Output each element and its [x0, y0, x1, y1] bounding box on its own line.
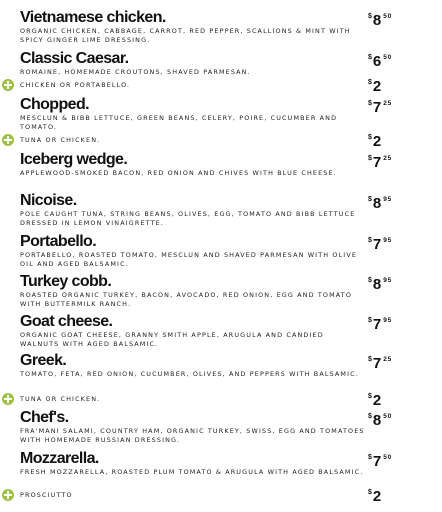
item-price [368, 412, 428, 430]
price-cents: 50 [383, 13, 393, 20]
item-name: Mozzarella. [20, 450, 99, 467]
currency-symbol: $ [368, 134, 372, 141]
currency-symbol: $ [368, 79, 372, 86]
plus-icon [2, 134, 14, 146]
currency-symbol: $ [368, 489, 372, 496]
item-price [368, 154, 428, 172]
item-description: FRA'MANI SALAMI, COUNTRY HAM, ORGANIC TURKEY, SWISS, EGG AND TOMATOES WITH HOMEMADE RUSSIAN DRESSING. [20, 427, 365, 444]
item-description: TOMATO, FETA, RED ONION, CUCUMBER, OLIVES, AND PEPPERS WITH BALSAMIC. [20, 370, 359, 378]
currency-symbol: $ [368, 317, 372, 324]
currency-symbol: $ [368, 100, 372, 107]
price-dollars: 8 [372, 12, 382, 29]
price-dollars: 8 [372, 276, 382, 293]
item-name: Classic Caesar. [20, 50, 129, 67]
price-cents: 25 [383, 100, 393, 107]
item-price [368, 236, 428, 254]
item-name: Chopped. [20, 96, 89, 113]
item-price [368, 99, 428, 117]
item-description: MESCLUN & BIBB LETTUCE, GREEN BEANS, CELERY, POIRE, CUCUMBER AND TOMATO. [20, 114, 338, 131]
price-cents: 95 [383, 237, 393, 244]
price-dollars: 8 [372, 412, 382, 429]
currency-symbol: $ [368, 155, 372, 162]
addon-price [368, 392, 381, 410]
item-price [368, 316, 428, 334]
item-description: ROASTED ORGANIC TURKEY, BACON, AVOCADO, RED ONION, EGG AND TOMATO WITH BUTTERMILK RANCH. [20, 291, 353, 308]
currency-symbol: $ [368, 196, 372, 203]
item-name: Iceberg wedge. [20, 151, 128, 168]
item-description: POLE CAUGHT TUNA, STRING BEANS, OLIVES, EGG, TOMATO AND BIBB LETTUCE DRESSED IN LEMON VINAIGRETTE. [20, 210, 356, 227]
currency-symbol: $ [368, 454, 372, 461]
plus-icon [2, 79, 14, 91]
addon-label: CHICKEN OR PORTABELLO. [20, 81, 131, 89]
addon-row [0, 393, 442, 407]
item-description: ORGANIC CHICKEN, CABBAGE, CARROT, RED PEPPER, SCALLIONS & MINT WITH SPICY GINGER LIME DRESSING. [20, 27, 351, 44]
currency-symbol: $ [368, 277, 372, 284]
price-cents: 95 [383, 317, 393, 324]
item-name: Vietnamese chicken. [20, 9, 166, 26]
currency-symbol: $ [368, 54, 372, 61]
item-name: Portabello. [20, 233, 97, 250]
price-cents: 50 [383, 454, 393, 461]
item-price [368, 195, 428, 213]
price-dollars: 7 [372, 99, 382, 116]
currency-symbol: $ [368, 237, 372, 244]
price-dollars: 2 [372, 392, 382, 409]
price-dollars: 7 [372, 453, 382, 470]
price-dollars: 7 [372, 316, 382, 333]
item-name: Turkey cobb. [20, 273, 112, 290]
item-price [368, 53, 428, 71]
item-name: Greek. [20, 352, 67, 369]
price-dollars: 2 [372, 78, 382, 95]
item-name: Nicoise. [20, 192, 77, 209]
price-cents: 95 [383, 196, 393, 203]
price-cents: 95 [383, 277, 393, 284]
item-price [368, 276, 428, 294]
item-price [368, 453, 428, 471]
item-description: FRESH MOZZARELLA, ROASTED PLUM TOMATO & ARUGULA WITH AGED BALSAMIC. [20, 468, 364, 476]
addon-label: TUNA OR CHICKEN. [20, 136, 101, 144]
price-dollars: 8 [372, 195, 382, 212]
price-dollars: 7 [372, 154, 382, 171]
currency-symbol: $ [368, 356, 372, 363]
price-dollars: 7 [372, 236, 382, 253]
plus-icon [2, 393, 14, 405]
price-cents: 25 [383, 356, 393, 363]
currency-symbol: $ [368, 393, 372, 400]
addon-row [0, 134, 442, 148]
item-description: ROMAINE, HOMEMADE CROUTONS, SHAVED PARMESAN. [20, 68, 251, 76]
item-description: APPLEWOOD-SMOKED BACON, RED ONION AND CHIVES WITH BLUE CHEESE. [20, 169, 337, 177]
price-cents: 25 [383, 155, 393, 162]
item-price [368, 355, 428, 373]
addon-label: PROSCIUTTO [20, 491, 73, 499]
price-cents: 50 [383, 54, 393, 61]
price-dollars: 7 [372, 355, 382, 372]
price-cents: 50 [383, 413, 393, 420]
item-description: PORTABELLO, ROASTED TOMATO, MESCLUN AND SHAVED PARMESAN WITH OLIVE OIL AND AGED BALSAMIC. [20, 251, 358, 268]
addon-price [368, 488, 381, 506]
addon-label: TUNA OR CHICKEN. [20, 395, 101, 403]
addon-row [0, 79, 442, 93]
price-dollars: 2 [372, 488, 382, 505]
item-price [368, 12, 428, 30]
item-name: Goat cheese. [20, 313, 113, 330]
plus-icon [2, 489, 14, 501]
addon-price [368, 78, 381, 96]
currency-symbol: $ [368, 413, 372, 420]
addon-row [0, 489, 442, 503]
addon-price [368, 133, 381, 151]
price-dollars: 2 [372, 133, 382, 150]
price-dollars: 6 [372, 53, 382, 70]
currency-symbol: $ [368, 13, 372, 20]
item-description: ORGANIC GOAT CHEESE, GRANNY SMITH APPLE, ARUGULA AND CANDIED WALNUTS WITH AGED BALSAMIC. [20, 331, 324, 348]
item-name: Chef's. [20, 409, 69, 426]
